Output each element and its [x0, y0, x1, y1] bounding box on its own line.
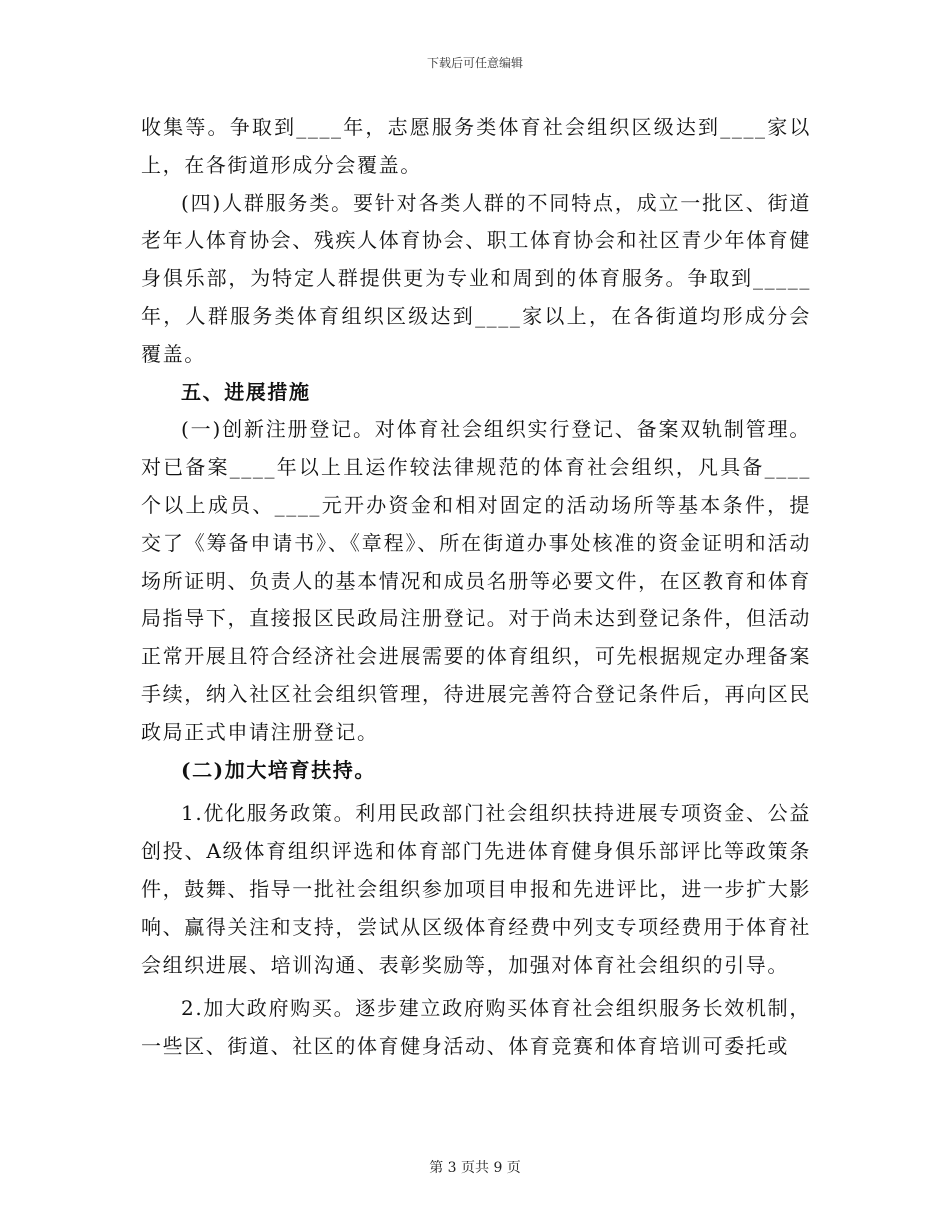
paragraph-registration: (一)创新注册登记。对体育社会组织实行登记、备案双轨制管理。对已备案____年以上且运作较法律规范的体育社会组织，凡具备____个以上成员、____元开办资金和相对固定的活动场所等基本条件，提交了《筹备申请书》、《章程》、所在街道办事处核准的资金证明和活动场所证明、负责人的基本情况和成员名册等必要文件，在区教育和体育局指导下，直接报区民政局注册登记。对于尚未达到登记条件，但活动正常开展且符合经济社会进展需要的体育组织，可先根据规定办理备案手续，纳入社区社会组织管理，待进展完善符合登记条件后，再向区民政局正式申请注册登记。: [141, 417, 811, 744]
paragraph-policy: 1.优化服务政策。利用民政部门社会组织扶持进展专项资金、公益创投、A级体育组织评选和体育部门先进体育健身俱乐部评比等政策条件，鼓舞、指导一批社会组织参加项目申报和先进评比，进一步扩大影响、赢得关注和支持，尝试从区级体育经费中列支专项经费用于体育社会组织进展、培训沟通、表彰奖励等，加强对体育社会组织的引导。: [141, 801, 811, 977]
document-body: [141, 109, 811, 1066]
subheading-support: (二)加大培育扶持。: [181, 757, 376, 782]
section-heading-measures: 五、进展措施: [181, 379, 311, 404]
page-header: 下载后可任意编辑: [426, 56, 523, 70]
paragraph-procurement: 2.加大政府购买。逐步建立政府购买体育社会组织服务长效机制，一些区、街道、社区的体育健身活动、体育竞赛和体育培训可委托或: [141, 996, 811, 1059]
paragraph-continuation: 收集等。争取到____年，志愿服务类体育社会组织区级达到____家以上，在各街道形成分会覆盖。: [141, 115, 811, 177]
paragraph-group-service: (四)人群服务类。要针对各类人群的不同特点，成立一批区、街道老年人体育协会、残疾人体育协会、职工体育协会和社区青少年体育健身俱乐部，为特定人群提供更为专业和周到的体育服务。争取到_____年，人群服务类体育组织区级达到____家以上，在各街道均形成分会覆盖。: [141, 190, 811, 366]
page-footer: 第 3 页共 9 页: [429, 1160, 521, 1176]
